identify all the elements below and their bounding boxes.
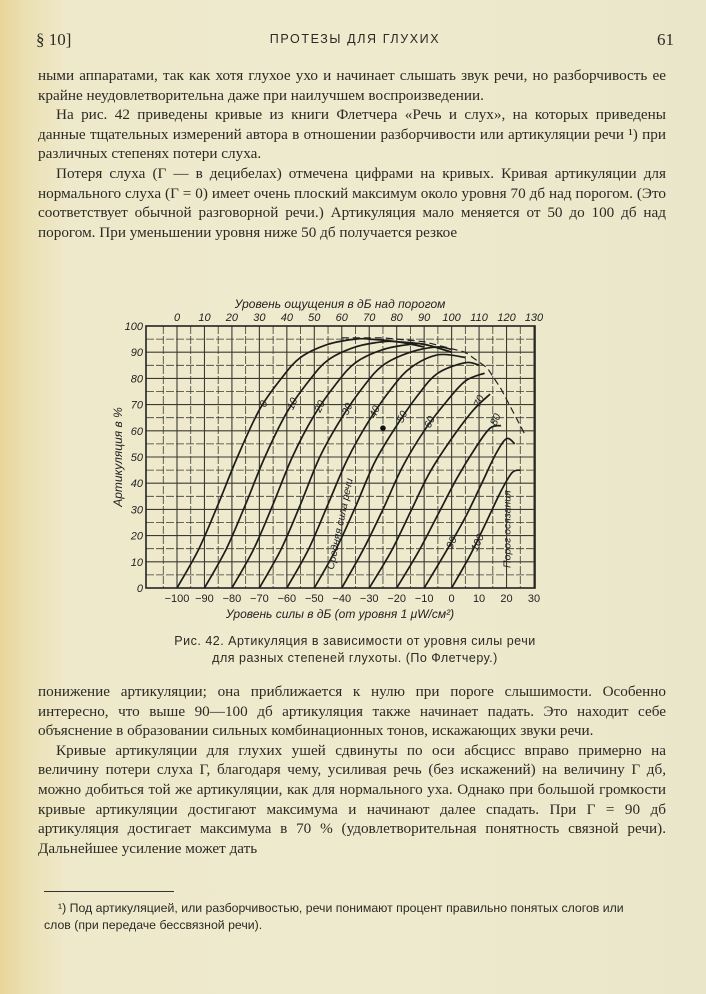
svg-text:−10: −10 <box>414 593 434 605</box>
paragraph: Кривые артикуляции для глухих ушей сдвинуты по оси абсцисс вправо примерно на величину потери слуха Г, благодаря чему, усиливая речь (без искажений) на величину Г дб, можно добиться той же артикуляции, как для нормального уха. Однако при большой громкости кривые артикуляции достигают максимума и начинают далее спадать. При Г = 90 дб артикуляция достигает максимума в 70 % (удовлетворительная понятность связной речи). Дальнейшее усиление может дать <box>38 741 666 857</box>
svg-text:90: 90 <box>130 347 143 360</box>
body-text-top <box>38 66 666 242</box>
curves <box>177 338 526 588</box>
paragraph: На рис. 42 приведены кривые из книги Флетчера «Речь и слух», на которых приведены данные тщательных измерений автора в отношении разборчивости или артикуляции речи ¹) при различных степенях потери слуха. <box>38 106 666 163</box>
envelope-dashed-line <box>339 338 526 436</box>
body-text-bottom <box>38 682 666 858</box>
svg-text:−60: −60 <box>277 593 297 605</box>
svg-text:0: 0 <box>136 583 143 595</box>
paragraph: ными аппаратами, так как хотя глухое ухо и начинает слышать звук речи, но разборчивость ее крайне неудовлетворительна даже при наилучшем воспроизведении. <box>38 67 666 104</box>
footnote-divider <box>44 891 174 892</box>
svg-text:−100: −100 <box>164 593 190 605</box>
svg-text:80: 80 <box>390 312 403 324</box>
svg-text:0: 0 <box>448 593 455 605</box>
paragraph: понижение артикуляции; она приближается к нулю при пороге слышимости. Особенно интересно, что выше 90—100 дб артикуляция также начинает падать. Это находит себе объяснение в образовании сильных комбинационных тонов, искажающих звуки речи. <box>38 683 666 740</box>
svg-text:−40: −40 <box>332 593 352 605</box>
curve-label: 90 <box>443 534 460 551</box>
svg-text:20: 20 <box>500 593 513 605</box>
svg-text:30: 30 <box>130 504 143 517</box>
svg-text:100: 100 <box>442 312 461 324</box>
svg-text:10: 10 <box>130 556 143 569</box>
y-axis-label: Артикуляция в % <box>111 407 125 507</box>
curve-label: 60 <box>421 414 438 431</box>
caption-line: для разных степеней глухоты. (По Флетчеру.) <box>212 651 498 665</box>
x-axis-top-ticks <box>174 312 544 324</box>
svg-text:−70: −70 <box>250 593 269 605</box>
annotation-average-speech: Средняя сила речи <box>324 477 356 571</box>
running-title: ПРОТЕЗЫ ДЛЯ ГЛУХИХ <box>269 32 441 46</box>
caption-line: Рис. 42. Артикуляция в зависимости от уровня силы речи <box>174 634 536 648</box>
svg-text:50: 50 <box>130 452 143 464</box>
curve-loss-0 <box>177 339 424 588</box>
curve-loss-20 <box>232 344 452 588</box>
page-number: 61 <box>657 30 674 49</box>
figure-caption <box>90 633 620 667</box>
svg-text:−50: −50 <box>304 593 324 605</box>
curve-label: 70 <box>471 393 488 410</box>
average-speech-point <box>380 425 386 431</box>
svg-text:80: 80 <box>130 373 143 386</box>
svg-text:60: 60 <box>335 312 348 324</box>
svg-text:90: 90 <box>418 312 431 324</box>
curve-label: 30 <box>339 401 356 417</box>
svg-text:30: 30 <box>253 312 266 324</box>
svg-text:20: 20 <box>225 312 239 324</box>
y-axis-ticks <box>125 321 144 595</box>
svg-text:0: 0 <box>173 312 181 324</box>
curve-label: 50 <box>394 409 411 425</box>
annotation-touch-threshold: Порог осязания <box>501 490 514 568</box>
x-axis-bottom-ticks <box>165 593 541 605</box>
x-axis-label: Уровень силы в дБ (от уровня 1 μW/см²) <box>225 607 455 621</box>
svg-text:−90: −90 <box>195 593 214 605</box>
svg-text:20: 20 <box>130 530 143 543</box>
plot-frame <box>146 326 535 588</box>
curve-label: 20 <box>312 398 328 415</box>
svg-text:120: 120 <box>497 312 516 324</box>
svg-text:10: 10 <box>198 312 211 324</box>
footnote-text: ¹) Под артикуляцией, или разборчивостью, речи понимают процент правильно понятых слогов или слов (при передаче бессвязной речи). <box>44 901 624 932</box>
svg-text:−80: −80 <box>222 593 242 605</box>
svg-text:10: 10 <box>472 593 486 605</box>
curve-label: 0 <box>257 398 271 410</box>
svg-text:−20: −20 <box>387 593 407 605</box>
svg-text:40: 40 <box>130 478 143 491</box>
curve-loss-90 <box>424 438 515 588</box>
curve-label: 10 <box>284 396 301 412</box>
curve-label: 80 <box>487 411 504 428</box>
footnote <box>44 900 644 934</box>
svg-text:50: 50 <box>308 312 321 324</box>
curve-loss-80 <box>397 426 501 588</box>
svg-text:−30: −30 <box>359 593 379 605</box>
curve-label: 100 <box>468 532 487 554</box>
svg-text:70: 70 <box>363 312 376 324</box>
svg-text:60: 60 <box>130 425 143 438</box>
curve-loss-50 <box>314 362 479 588</box>
svg-text:110: 110 <box>470 312 488 324</box>
curve-loss-40 <box>284 354 466 588</box>
svg-text:30: 30 <box>527 593 541 605</box>
running-header <box>36 30 674 52</box>
top-axis-label: Уровень ощущения в дБ над порогом <box>234 297 446 311</box>
svg-text:130: 130 <box>524 312 544 324</box>
svg-text:100: 100 <box>124 321 143 333</box>
grid <box>146 326 535 588</box>
curve-label: 40 <box>367 403 383 420</box>
curve-loss-70 <box>369 394 490 588</box>
curve-loss-10 <box>204 341 451 588</box>
svg-text:70: 70 <box>130 399 143 412</box>
svg-text:40: 40 <box>280 312 293 324</box>
section-number: § 10] <box>36 30 72 49</box>
curve-loss-100 <box>452 470 521 588</box>
curve-loss-30 <box>259 347 451 588</box>
paragraph: Потеря слуха (Г — в децибелах) отмечена цифрами на кривых. Кривая артикуляции для нормального слуха (Г = 0) имеет очень плоский максимум около уровня 70 дб над порогом. (Это соответствует обычной разговорной речи.) Артикуляция мало меняется от 50 до 100 дб над порогом. При уменьшении уровня ниже 50 дб получается резкое <box>38 164 666 241</box>
